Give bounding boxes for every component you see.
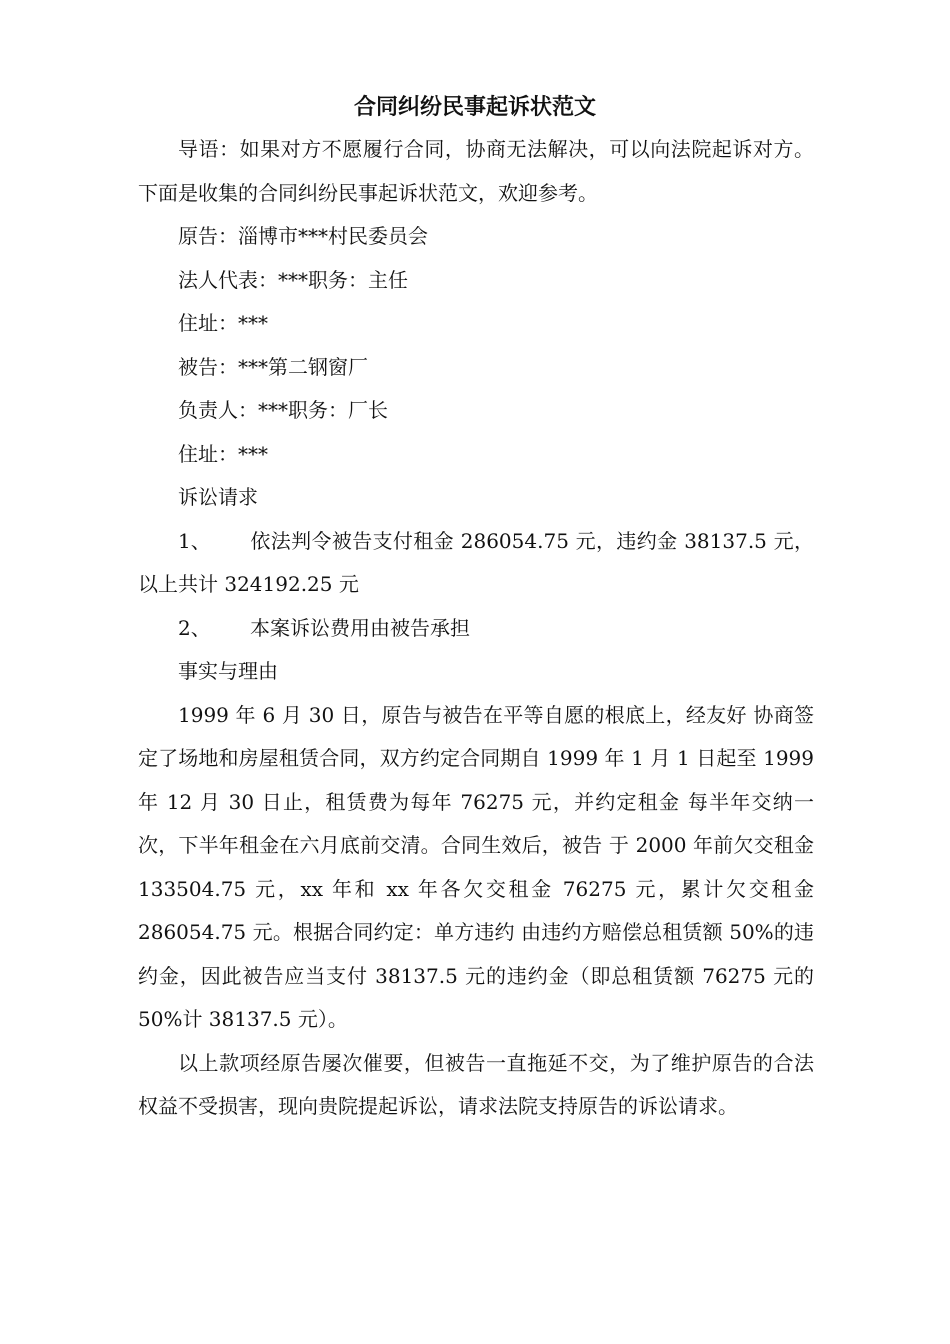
legal-rep-line: 法人代表：***职务：主任 <box>178 267 408 292</box>
responsible-person-line: 负责人：***职务：厂长 <box>178 398 388 422</box>
claim-text: 依法判令被告支付租金 286054.75 元，违约金 38137.5 元， 以上共计 324192.25 元 <box>138 528 814 596</box>
document-title: 合同纠纷民事起诉状范文 <box>353 95 596 120</box>
claim-item <box>138 607 814 651</box>
document-body <box>138 128 814 1129</box>
plaintiff-line: 原告：淄博市***村民委员会 <box>178 224 428 248</box>
intro-paragraph: 导语：如果对方不愿履行合同，协商无法解决，可以向法院起诉对方。下面是收集的合同纠纷民事起诉状范文，欢迎参考。 <box>138 137 814 205</box>
claim-text: 本案诉讼费用由被告承担 <box>250 615 470 640</box>
claim-number: 2、 <box>178 615 211 640</box>
claim-number: 1、 <box>178 528 211 553</box>
claim-item <box>138 520 814 607</box>
facts-paragraph: 1999 年 6 月 30 日，原告与被告在平等自愿的根底上，经友好 协商签定了场地和房屋租赁合同，双方约定合同期自 1999 年 1 月 1 日起至 1999 年 12 月 30 日止，租赁费为每年 76275 元，并约定租金 每半年交纳一次，下半年租金在六月底前交清。合同生效后，被告 于 2000 年前欠交租金 133504.75 元，xx 年和 xx 年各欠交租金 76275 元，累计欠交租金 286054.75 元。根据合同约定：单方违约 由违约方赔偿总租赁额 50%的违约金，因此被告应当支付 38137.5 元的违约金（即总租赁额 76275 元的 50%计 38137.5 元）。 <box>138 702 814 1031</box>
claims-heading: 诉讼请求 <box>178 485 258 509</box>
facts-heading: 事实与理由 <box>178 659 278 683</box>
defendant-address-line: 住址：*** <box>178 441 268 466</box>
defendant-line: 被告：***第二钢窗厂 <box>178 354 368 379</box>
conclusion-paragraph: 以上款项经原告屡次催要，但被告一直拖延不交，为了维护原告的合法权益不受损害，现向贵院提起诉讼，请求法院支持原告的诉讼请求。 <box>138 1050 814 1118</box>
plaintiff-address-line: 住址：*** <box>178 311 268 335</box>
